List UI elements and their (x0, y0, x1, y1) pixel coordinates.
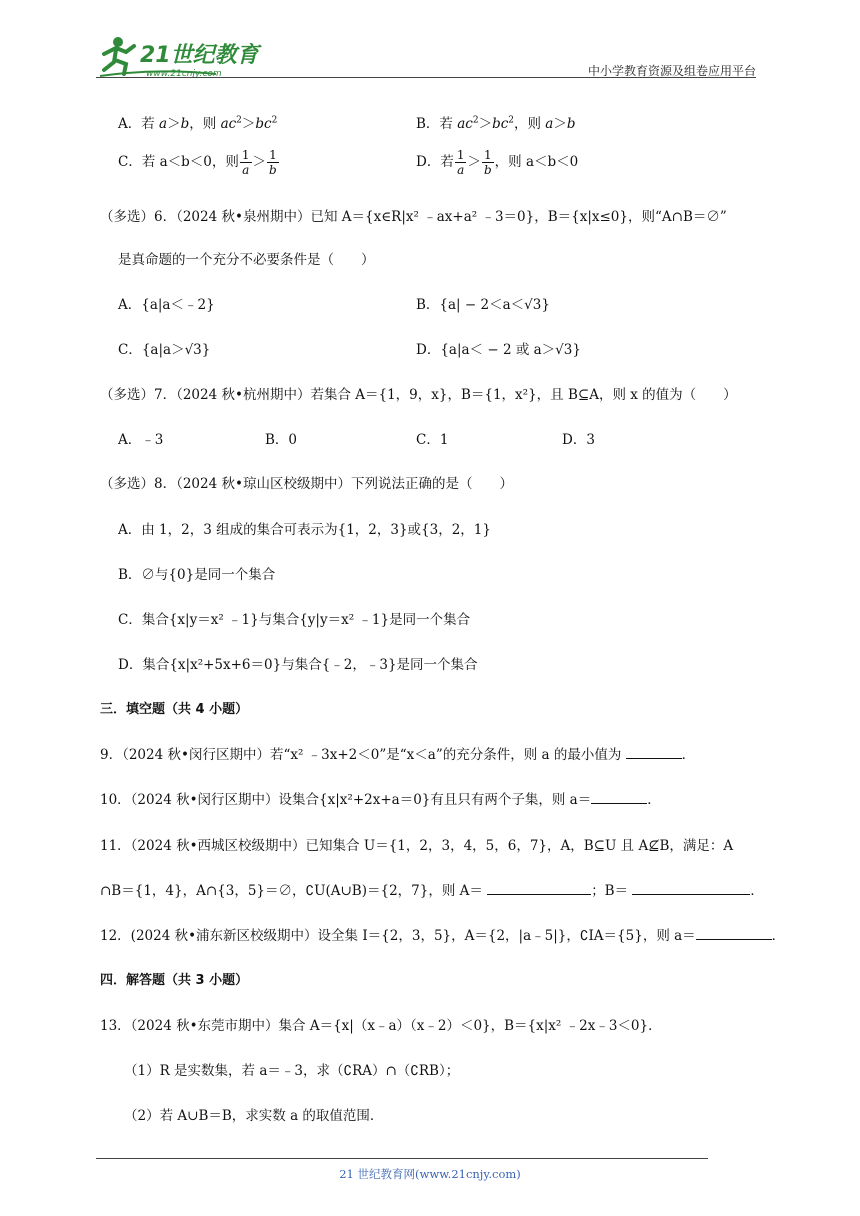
q5-option-a: A．若 a＞b，则 $ac^2>bc^2$ (118, 115, 278, 132)
q7-option-c: C．1 (416, 432, 449, 448)
answer-blank (696, 927, 772, 940)
q7-option-a: A．﹣3 (118, 432, 164, 448)
answer-blank (487, 882, 591, 895)
q5-option-c: C．若 a＜b＜0，则 $\frac{1}{a}$ ＞ $\frac{1}{b}$ (118, 148, 277, 177)
q11-line1: 11．（2024 秋•西城区校级期中）已知集合 U＝{1，2，3，4，5，6，7}，A，B⊆U 且 A⊈B，满足：A (100, 838, 734, 854)
logo-title: 21世纪教育 (140, 43, 259, 68)
q8-stem: （多选）8．（2024 秋•琼山区校级期中）下列说法正确的是（ ） (100, 476, 513, 492)
q6-option-a: A．{a|a＜﹣2} (118, 297, 215, 313)
q12: 12．(2024 秋•浦东新区校级期中）设全集 I＝{2，3，5}，A＝{2，|a﹣5|}，∁IA＝{5}，则 a＝ ． (100, 928, 786, 944)
q7-option-b: B．0 (265, 432, 298, 448)
q9: 9．（2024 秋•闵行区期中）若“x² ﹣3x+2＜0”是“x＜a”的充分条件，则 a 的最小值为 ． (100, 747, 696, 763)
answer-blank (591, 791, 647, 804)
q6-option-b: B．{a| − 2＜a＜√3} (416, 297, 550, 313)
q11-line2: ∩B＝{1，4}，A∩{3，5}＝∅，∁U(A∪B)＝{2，7}，则 A＝ ；B＝ ． (100, 883, 764, 899)
answer-blank (626, 746, 682, 759)
q6-option-d: D．{a|a＜ − 2 或 a＞√3} (416, 342, 581, 358)
q8-option-d: D．集合{x|x²+5x+6＝0}与集合{﹣2，﹣3}是同一个集合 (118, 657, 478, 673)
q13-part1: （1）R 是实数集，若 a＝﹣3，求（∁RA）∩（∁RB）； (124, 1063, 460, 1079)
section-fill-in-title: 三．填空题（共 4 小题） (100, 702, 249, 717)
footer-divider (96, 1158, 708, 1159)
q13-stem: 13．（2024 秋•东莞市期中）集合 A＝{x|（x﹣a）（x﹣2）＜0}，B＝{x|x² ﹣2x﹣3＜0}． (100, 1018, 662, 1034)
q10: 10．（2024 秋•闵行区期中）设集合{x|x²+2x+a＝0}有且只有两个子集，则 a＝ ． (100, 792, 661, 808)
header-divider (96, 77, 756, 78)
header-platform-name: 中小学教育资源及组卷应用平台 (587, 64, 756, 78)
fraction: $\frac{1}{b}$ (269, 148, 277, 177)
q7-stem: （多选）7．（2024 秋•杭州期中）若集合 A＝{1，9，x}，B＝{1，x²}，且 B⊆A，则 x 的值为（ ） (100, 387, 737, 403)
q5-option-d: D．若 $\frac{1}{a}$ ＞ $\frac{1}{b}$ ，则 a＜b＜0 (416, 148, 579, 177)
footer-link[interactable]: 21 世纪教育网(www.21cnjy.com) (339, 1167, 521, 1181)
q8-option-a: A．由 1，2，3 组成的集合可表示为{1，2，3}或{3，2，1} (118, 522, 491, 538)
q7-option-d: D．3 (562, 432, 595, 448)
section-solve-title: 四．解答题（共 3 小题） (100, 973, 249, 988)
q6-stem-line2: 是真命题的一个充分不必要条件是（ ） (118, 252, 375, 268)
q13-part2: （2）若 A∪B＝B，求实数 a 的取值范围． (124, 1108, 384, 1124)
fraction: $\frac{1}{b}$ (483, 148, 492, 177)
q6-option-c: C．{a|a＞√3} (118, 342, 211, 358)
fraction: $\frac{1}{a}$ (241, 148, 250, 177)
runner-logo-icon (96, 32, 266, 82)
q8-option-b: B．∅与{0}是同一个集合 (118, 567, 276, 583)
fraction: $\frac{1}{a}$ (456, 148, 465, 177)
q5-option-b: B．若 $ac^2>bc^2$，则 a＞b (416, 115, 576, 132)
q6-stem-line1: （多选）6．（2024 秋•泉州期中）已知 A＝{x∈R|x² ﹣ax+a² ﹣3＝0}，B＝{x|x≤0}，则“A∩B＝∅” (100, 209, 727, 225)
q8-option-c: C．集合{x|y＝x² ﹣1}与集合{y|y＝x² ﹣1}是同一个集合 (118, 612, 471, 628)
logo-url: www.21cnjy.com (146, 69, 222, 79)
answer-blank (632, 882, 750, 895)
site-logo (96, 32, 266, 82)
